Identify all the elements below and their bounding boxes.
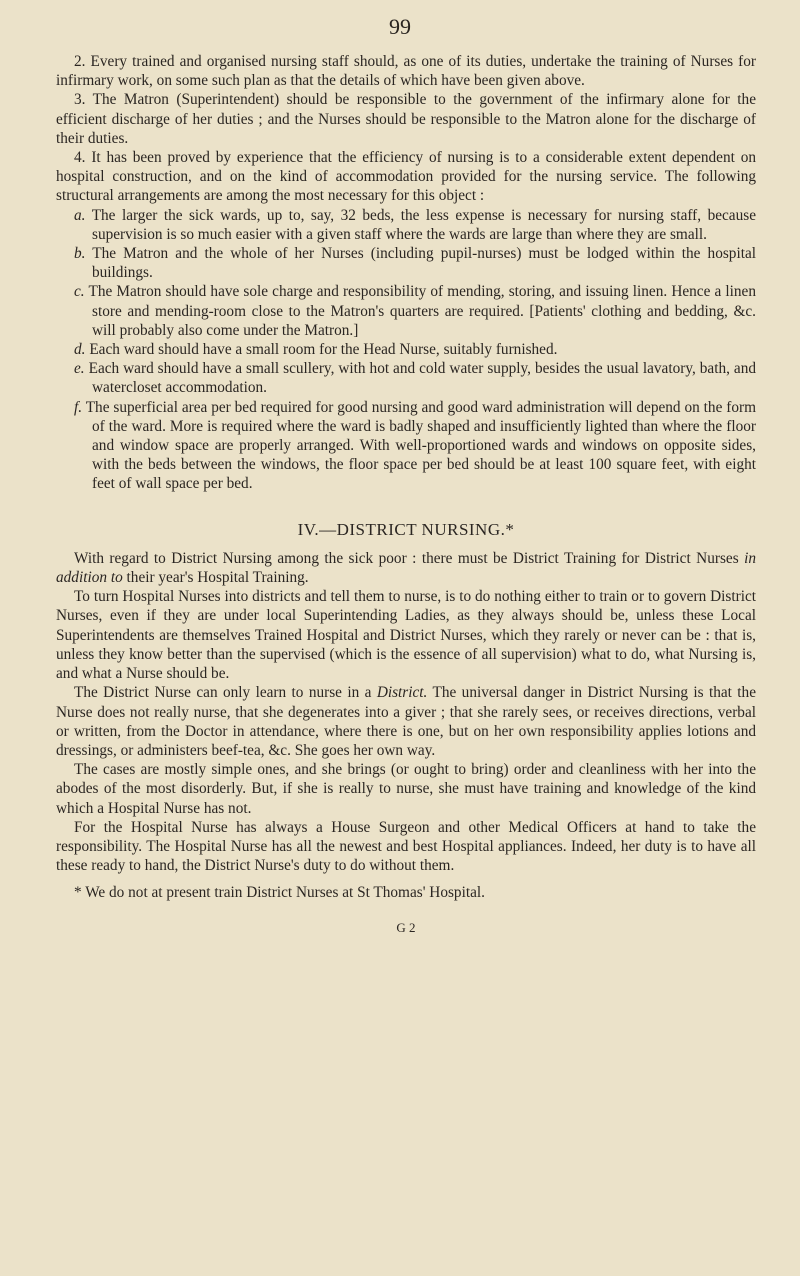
district-paragraph bbox=[56, 760, 756, 818]
sub-item-d bbox=[74, 340, 756, 359]
item-text: It has been proved by experience that the efficiency of nursing is to a considerable extent dependent on hospital construction, and on the kind of accommodation provided for the nursing service. The following structural arrangements are among the most necessary for this object : bbox=[56, 149, 757, 205]
paragraph-text: The universal danger in District Nursing is that the Nurse does not really nurse, that she degenerates into a giver ; that she rarely sees, or receives directions, verbal or written, from the Doctor in attendance, where there is one, but on her own responsibility applies lotions and dressings, or administers beef-tea, &c. She goes her own way. bbox=[56, 684, 756, 759]
sub-item-text: The Matron should have sole charge and responsibility of mending, storing, and issuing linen. Hence a linen store and mending-room close to the Matron's quarters are required. [Patients' clothing and bedding, &c. will probably also come under the Matron.] bbox=[88, 283, 756, 339]
sub-item-e bbox=[74, 359, 756, 397]
sub-item-text: The Matron and the whole of her Nurses (including pupil-nurses) must be lodged within the hospital buildings. bbox=[92, 245, 756, 282]
sub-item-letter: c. bbox=[74, 283, 85, 301]
paragraph-text: The District Nurse can only learn to nurse in a bbox=[74, 684, 377, 702]
paragraph-text: To turn Hospital Nurses into districts and tell them to nurse, is to do nothing either to train or to govern District Nurses, even if they are under local Superintending Ladies, as they always should be, unless these Local Superintendents are themselves Trained Hospital and District Nurses, which they rarely or never can be : that is, unless they know better than the supervised (which is the essence of all supervision) what to do, what Nursing is, and what a Nurse should be. bbox=[56, 588, 756, 683]
sub-item-letter: e. bbox=[74, 360, 85, 378]
sub-item-b bbox=[74, 244, 756, 282]
emphasis-text: in addition to bbox=[56, 549, 756, 587]
sub-item-f bbox=[74, 398, 756, 494]
paragraph-text: their year's Hospital Training. bbox=[122, 569, 309, 587]
numbered-item-4 bbox=[56, 148, 756, 206]
item-text: Every trained and organised nursing staff should, as one of its duties, undertake the training of Nurses for infirmary work, on some such plan as that the details of which have been given above. bbox=[56, 53, 756, 90]
sub-item-text: Each ward should have a small room for the Head Nurse, suitably furnished. bbox=[89, 341, 558, 359]
district-paragraph bbox=[56, 549, 756, 587]
signature-mark: G 2 bbox=[396, 919, 416, 935]
numbered-item-2 bbox=[56, 52, 756, 90]
footnote: * We do not at present train District Nurses at St Thomas' Hospital. bbox=[74, 884, 485, 902]
item-number: 3. bbox=[74, 91, 86, 109]
page-number: 99 bbox=[389, 14, 411, 39]
emphasis-text: District. bbox=[376, 684, 428, 702]
item-number: 2. bbox=[74, 53, 86, 70]
numbered-item-3 bbox=[56, 90, 756, 148]
item-number: 4. bbox=[74, 149, 86, 167]
district-paragraph bbox=[56, 587, 756, 683]
paragraph-text: For the Hospital Nurse has always a House Surgeon and other Medical Officers at hand to take the responsibility. The Hospital Nurse has all the newest and best Hospital appliances. Indeed, her duty is to have all these ready to hand, the District Nurse's duty to do without them. bbox=[56, 818, 756, 875]
sub-item-text: The larger the sick wards, up to, say, 32 beds, the less expense is necessary for nursing staff, because supervision is so much easier with a given staff where the wards are large than where they are small. bbox=[91, 206, 756, 243]
sub-item-letter: f. bbox=[74, 398, 83, 416]
paragraph-text: The cases are mostly simple ones, and she brings (or ought to bring) order and cleanliness with her into the abodes of the most disorderly. But, if she is really to nurse, she must have training and knowledge of the kind which a Hospital Nurse has not. bbox=[56, 761, 756, 817]
district-paragraph bbox=[56, 818, 756, 876]
district-nursing-section bbox=[56, 549, 756, 875]
item-text: The Matron (Superintendent) should be responsible to the government of the infirmary alone for the efficient discharge of her duties ; and the Nurses should be responsible to the Matron alone for the discharge of their duties. bbox=[56, 91, 756, 147]
paragraph-text: With regard to District Nursing among the sick poor : there must be District Training for District Nurses bbox=[74, 549, 745, 567]
sub-item-text: Each ward should have a small scullery, with hot and cold water supply, besides the usual lavatory, bath, and watercloset accommodation. bbox=[88, 360, 756, 397]
sub-item-text: The superficial area per bed required for good nursing and good ward administration will depend on the form of the ward. More is required where the ward is badly shaped and insufficiently lighted than where the floor and window space are properly arranged. With well-proportioned wards and windows on opposite sides, with the beds between the windows, the floor space per bed should be at least 100 square feet, with eight feet of wall space per bed. bbox=[85, 398, 756, 493]
sub-item-letter: b. bbox=[74, 245, 86, 263]
section-heading: IV.—DISTRICT NURSING.* bbox=[297, 519, 515, 539]
sub-item-letter: a. bbox=[74, 206, 86, 224]
sub-item-c bbox=[74, 282, 756, 340]
district-paragraph bbox=[56, 683, 756, 760]
sub-item-a bbox=[74, 206, 756, 244]
page-content bbox=[56, 52, 756, 937]
sub-item-letter: d. bbox=[74, 341, 86, 359]
